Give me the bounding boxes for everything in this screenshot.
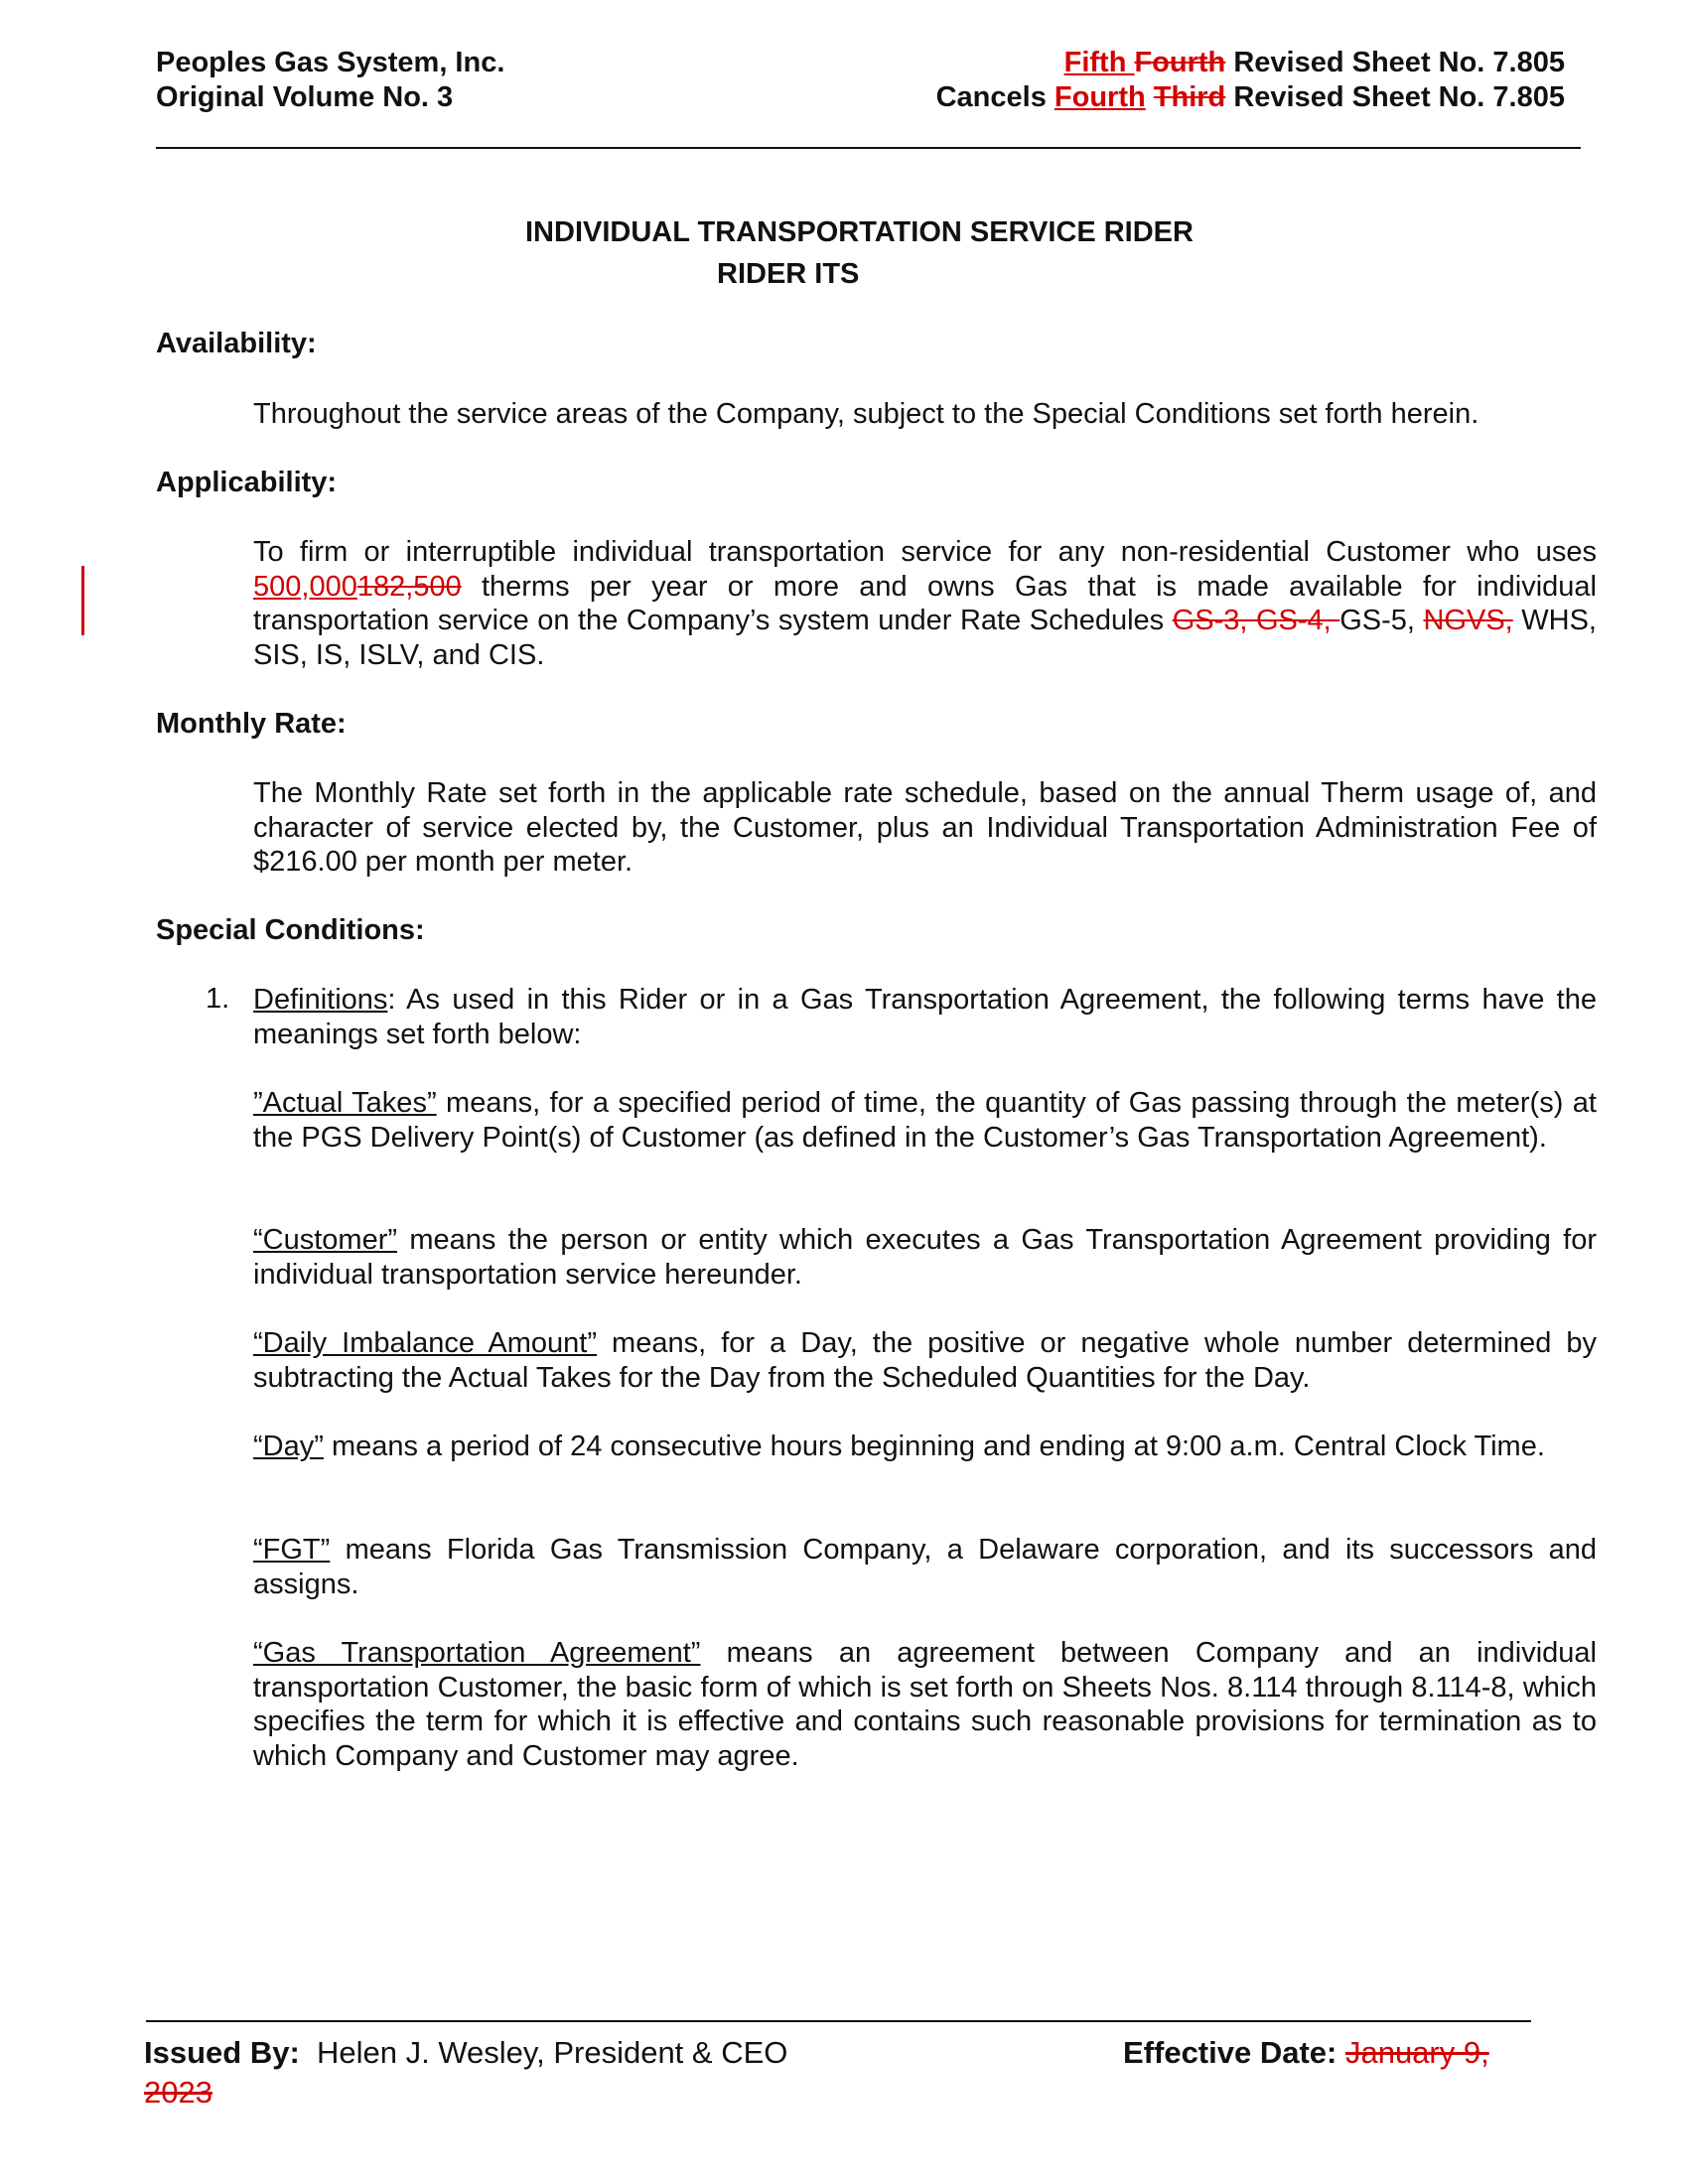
availability-text: Throughout the service areas of the Company, subject to the Special Conditions set forth herein. xyxy=(253,398,1479,430)
definition-term: ”Actual Takes” xyxy=(253,1087,437,1119)
definition-term: “Gas Transportation Agreement” xyxy=(253,1637,701,1669)
monthly-rate-heading: Monthly Rate: xyxy=(156,708,347,740)
sheet-inserted-text: Fifth xyxy=(1063,47,1135,78)
effective-date-label: Effective Date: xyxy=(1123,2035,1345,2070)
inserted-threshold: 500,000 xyxy=(253,570,357,603)
document-subtitle: RIDER ITS xyxy=(717,258,860,290)
cancels-inserted-text: Fourth xyxy=(1054,81,1146,113)
definition-term: “Customer” xyxy=(253,1224,398,1256)
deleted-effective-year: 2023 xyxy=(144,2075,212,2110)
applicability-heading: Applicability: xyxy=(156,467,338,498)
definitions-label: Definitions xyxy=(253,984,388,1016)
definitions-intro: Definitions: As used in this Rider or in a Gas Transportation Agreement, the following terms have the meanings set forth below: xyxy=(253,984,1597,1050)
definition-day: “Day” means a period of 24 consecutive hours beginning and ending at 9:00 a.m. Central Clock Time. xyxy=(253,1431,1545,1462)
sheet-deleted-text: Fourth xyxy=(1134,47,1226,78)
header-right xyxy=(936,46,1565,115)
availability-heading: Availability: xyxy=(156,328,317,359)
definition-term: “FGT” xyxy=(253,1534,331,1566)
definition-actual-takes: ”Actual Takes” means, for a specified period of time, the quantity of Gas passing through the meter(s) at the PGS Delivery Point(s) of Customer (as defined in the Customer’s Gas Transportation Agreement). xyxy=(253,1087,1597,1154)
deleted-effective-date: January 9, xyxy=(1344,2035,1489,2070)
deleted-threshold: 182,500 xyxy=(356,570,462,603)
monthly-rate-text: The Monthly Rate set forth in the applicable rate schedule, based on the annual Therm usage of, and character of service elected by, the Customer, plus an Individual Transportation Administration Fee of $216.00 per month per meter. xyxy=(253,777,1597,878)
document-title: INDIVIDUAL TRANSPORTATION SERVICE RIDER xyxy=(525,216,1194,248)
issued-by xyxy=(144,2033,787,2073)
definition-term: “Daily Imbalance Amount” xyxy=(253,1327,598,1359)
cancels-deleted-text: Third xyxy=(1153,81,1226,113)
change-bar xyxy=(81,566,84,635)
definition-gas-transportation-agreement: “Gas Transportation Agreement” means an agreement between Company and an individual transportation Customer, the basic form of which is set forth on Sheets Nos. 8.114 through 8.114-8, which specifies the term for which it is effective and contains such reasonable provisions for termination as to which Company and Customer may agree. xyxy=(253,1637,1597,1772)
definition-customer: “Customer” means the person or entity which executes a Gas Transportation Agreement providing for individual transportation service hereunder. xyxy=(253,1224,1597,1291)
applicability-text: To firm or interruptible individual transportation service for any non-residential Customer who uses 500,000182,500 therms per year or more and owns Gas that is made available for individual transportation service on the Company’s system under Rate Schedules GS-3, GS-4, GS-5, NGVS, WHS, SIS, IS, ISLV, and CIS. xyxy=(253,536,1597,671)
definition-term: “Day” xyxy=(253,1431,324,1462)
footer-rule xyxy=(146,2020,1531,2022)
deleted-rate-schedules: GS-3, GS-4, xyxy=(1172,605,1340,636)
issued-by-label: Issued By: xyxy=(144,2035,300,2070)
effective-date xyxy=(1123,2033,1489,2073)
deleted-ngvs: NGVS, xyxy=(1423,605,1513,636)
sheet-number xyxy=(936,46,1565,80)
volume-number: Original Volume No. 3 xyxy=(156,81,454,113)
company-name: Peoples Gas System, Inc. xyxy=(156,47,505,78)
sheet-rest: Revised Sheet No. 7.805 xyxy=(1225,47,1565,78)
special-conditions-heading: Special Conditions: xyxy=(156,914,425,946)
definition-daily-imbalance: “Daily Imbalance Amount” means, for a Day, the positive or negative whole number determined by subtracting the Actual Takes for the Day from the Scheduled Quantities for the Day. xyxy=(253,1327,1597,1394)
item-number: 1. xyxy=(206,983,230,1015)
definition-fgt: “FGT” means Florida Gas Transmission Company, a Delaware corporation, and its successors and assigns. xyxy=(253,1534,1597,1600)
header-rule xyxy=(156,147,1581,149)
issued-by-value: Helen J. Wesley, President & CEO xyxy=(299,2035,788,2070)
cancels-line: Cancels Fourth Third Revised Sheet No. 7.805 xyxy=(935,81,1565,113)
header-left xyxy=(156,46,504,115)
effective-date-year xyxy=(144,2073,212,2113)
